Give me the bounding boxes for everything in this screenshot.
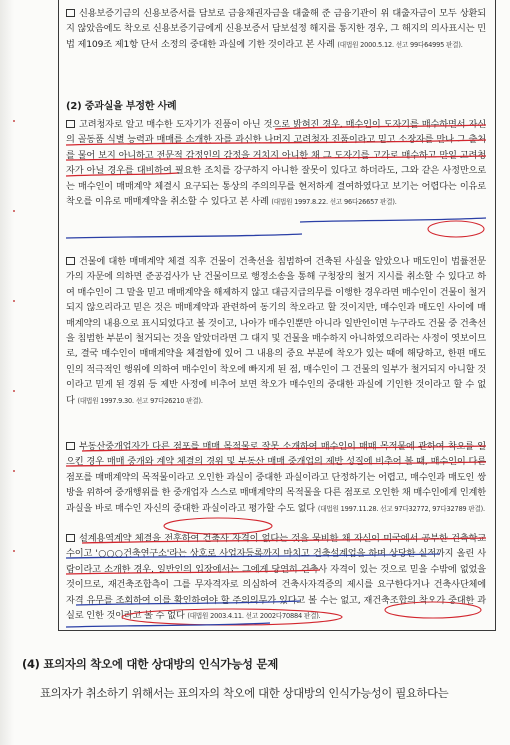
- book-icon: [66, 120, 75, 128]
- case-paragraph-5: 설계용역계약 체결을 전후하여 건축사 자격이 없다는 것을 묵비한 채 자신이 미국에서 공부한 건축학교수이고 '○○○건축연구소'라는 상호로 사업자등록까지 마치고 건축설계업을 하며 상당한 실적까지 올린 사람이라고 소개한 경우, 일반인의 입장에서는 그에게 당연히 건축사 자격이 있는 것으로 믿을 수밖에 없었을 것이므로, 재건축조합측이 그를 무자격자로 의심하여 건축사자격증의 제시를 요구한다거나 건축사단체에 자격 유무를 조회하여 이를 확인하여야 할 주의의무가 있다고 볼 수는 없고, 재건축조합의 착오가 중대한 과실로 인한 것이라고 볼 수 없다 (대법원 2003.4.11. 선고 2002다70884 판결).: [66, 533, 486, 622]
- citation: (대법원 1997.11.28. 선고 97다32772, 97다32789 판결).: [317, 504, 485, 513]
- margin-dot: [13, 550, 15, 552]
- margin-dot: [13, 470, 15, 472]
- page-edge-shadow: [0, 0, 14, 745]
- book-icon: [66, 442, 75, 450]
- citation: (대법원 1997.9.30. 선고 97다26210 판결).: [77, 396, 203, 405]
- margin-dot: [13, 300, 15, 302]
- margin-dot: [13, 390, 15, 392]
- body-text: 표의자가 취소하기 위해서는 표의자의 착오에 대한 상대방의 인식가능성이 필요하다는: [40, 687, 449, 700]
- case-paragraph-3: 건물에 대한 매매계약 체결 직후 건물이 건축선을 침범하여 건축된 사실을 알았으나 매도인이 법률전문가의 자문에 의하면 준공검사가 난 건물이므로 행정소송을 통해 구청장의 철거 지시를 취소할 수 있다고 하여 매수인이 그 말을 믿고 매매계약을 해제하지 않고 대금지급의무를 이행한 경우라면 매수인이 건물이 철거되지 않으리라고 믿은 것은 매매계약과 관련하여 동기의 착오라고 할 것이지만, 매수인과 매도인 사이에 매매계약의 내용으로 표시되었다고 볼 것이고, 나아가 매수인뿐만 아니라 일반인이면 누구라도 건물 중 건축선을 침범한 부분이 철거되는 것을 알았더라면 그 대지 및 건물을 매수하지 아니하였으리라는 사정이 엿보이므로, 결국 매수인이 매매계약을 체결함에 있어 그 내용의 중요 부분에 착오가 있는 때에 해당하고, 한편 매도인의 적극적인 행위에 의하여 매수인이 착오에 빠지게 된 점, 매수인이 그 건물의 일부가 철거되지 아니할 것이라고 믿게 된 경위 등 제반 사정에 비추어 보면 착오가 매수인의 중대한 과실에 기인한 것이라고 할 수 없다 (대법원 1997.9.30. 선고 97다26210 판결).: [66, 256, 486, 406]
- book-icon: [66, 257, 75, 265]
- citation: (대법원 1997.8.22. 선고 96다26657 판결).: [271, 198, 397, 207]
- citation: (대법원 2000.5.12. 선고 99다64995 판결).: [337, 40, 463, 49]
- case-paragraph-1: 신용보증기금의 신용보증서를 담보로 금융채권자금을 대출해 준 금융기관이 위 대출자금이 모두 상환되지 않았음에도 착오로 신용보증기금에게 신용보증서 담보설정 해지를 통지한 경우, 그 해지의 의사표시는 민법 제109조 제1항 단서 소정의 중대한 과실에 기한 것이라고 본 사례 (대법원 2000.5.12. 선고 99다64995 판결).: [66, 8, 486, 50]
- citation: (대법원 2003.4.11. 선고 2002다70884 판결).: [187, 612, 321, 621]
- section-heading-4: (4) 표의자의 착오에 대한 상대방의 인식가능성 문제: [22, 657, 279, 671]
- book-icon: [66, 534, 75, 542]
- case-paragraph-4: 부동산중개업자가 다른 점포를 매매 목적물로 잘못 소개하여 매수인이 매매 목적물에 관하여 착오를 일으킨 경우 매매 중개와 계약 체결의 경위 및 부동산 매매 중개업의 제반 성질에 비추어 볼 때, 매수인이 다른 점포를 매매계약의 목적물이라고 오인한 과실이 중대한 과실이라고 단정하기는 어렵고, 매수인과 매도인 쌍방을 위하여 중개행위를 한 중개업자 스스로 매매계약의 목적물을 다른 점포로 오인한 채 매수인에게 인계한 과실을 바로 매수인 자신의 중대한 과실이라고 평가할 수도 없다 (대법원 1997.11.28. 선고 97다32772, 97다32789 판결).: [66, 441, 486, 514]
- margin-dot: [13, 210, 15, 212]
- book-icon: [66, 9, 75, 17]
- margin-dot: [13, 120, 15, 122]
- section-heading-2: (2) 중과실을 부정한 사례: [66, 101, 177, 112]
- case-paragraph-2: 고려청자로 알고 매수한 도자기가 진품이 아닌 것으로 밝혀진 경우, 매수인이 도자기를 매수하면서 자신의 골동품 식별 능력과 매매를 소개한 자를 과신한 나머지 고려청자 진품이라고 믿고 소장자를 만나 그 출처를 물어 보지 아니하고 전문적 감정인의 감정을 거치지 아니한 채 그 도자기를 고가로 매수하고 만일 고려청자가 아닐 경우를 대비하여 필요한 조치를 강구하지 아니한 잘못이 있다고 하더라도, 그와 같은 사정만으로는 매수인이 매매계약 체결시 요구되는 통상의 주의의무를 현저하게 결여하였다고 보기는 어렵다는 이유로 착오를 이유로 매매계약을 취소할 수 있다고 본 사례 (대법원 1997.8.22. 선고 96다26657 판결).: [66, 119, 486, 208]
